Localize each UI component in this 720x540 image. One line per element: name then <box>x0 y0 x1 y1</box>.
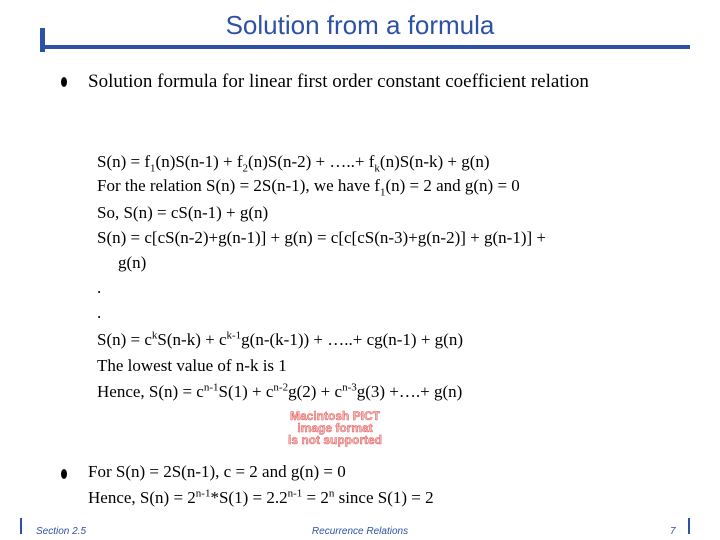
footer-topic: Recurrence Relations <box>311 526 409 537</box>
formula-line-4: S(n) = c[cS(n-2)+g(n-1)] + g(n) = c[c[cS(n-3)+g(n-2)] + g(n-1)] + <box>97 228 546 247</box>
ellipsis-dot: . <box>97 278 102 297</box>
formula-line-4-continued: g(n) <box>118 253 147 272</box>
bullet-dot <box>61 77 67 87</box>
formula-line-8: Hence, $S(n) = c^{n-1}S(1) + c^{n-2}g(2) + c^{n-3}g(3)$ +….+ g(n) <box>97 381 463 401</box>
formula-line-6: $S(n) = c^kS(n-k) + c^{k-1}g(n-(k-1))$ + …..+ cg(n-1) + g(n) <box>97 329 464 349</box>
bullet-2-line-1: For S(n) = 2S(n-1), c = 2 and g(n) = 0 <box>88 462 346 481</box>
ellipsis-dot: . <box>97 303 102 322</box>
formula-line-3: So, S(n) = cS(n-1) + g(n) <box>97 203 269 222</box>
formula-line-2: For the relation S(n) = 2S(n-1), we have $f_1(n) = 2$ and g(n) = 0 <box>97 176 520 199</box>
formula-line-7: The lowest value of n-k is 1 <box>97 356 287 375</box>
bullet-text: Solution formula for linear first order constant coefficient relation <box>88 71 589 92</box>
title-rule-horizontal <box>40 45 690 49</box>
formula-line-1: $S(n) = f_1(n)S(n-1) + f_2(n)S(n-2)$ + …..+ $f_k(n)S(n-k) + g(n)$ <box>97 152 490 175</box>
footer-section: Section 2.5 <box>36 526 87 537</box>
unsupported-image-placeholder: Macintosh PICT image format is not supported <box>288 409 382 447</box>
page-number: 7 <box>670 526 676 537</box>
bullet-2-line-2: Hence, $S(n) = 2^{n-1}*S(1) = 2.2^{n-1} = 2^n$ since S(1) = 2 <box>88 487 434 507</box>
bullet-dot <box>61 469 67 479</box>
slide-title: Solution from a formula <box>225 10 495 40</box>
